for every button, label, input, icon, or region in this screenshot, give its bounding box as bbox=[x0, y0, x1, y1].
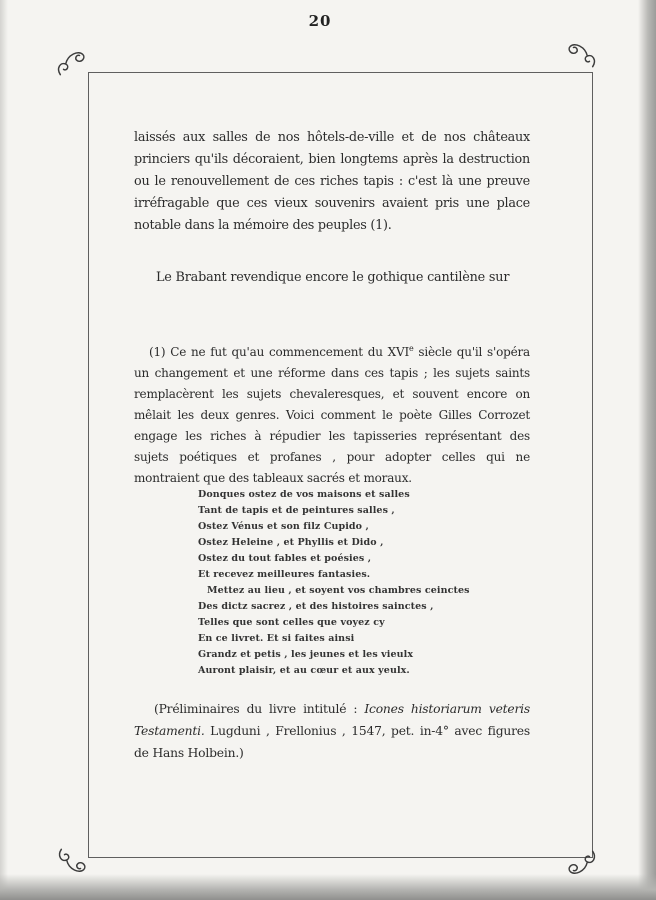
verse-line: Ostez Vénus et son filz Cupido , bbox=[198, 521, 369, 532]
footnote-text-start: (1) Ce ne fut qu'au commencement du XVI bbox=[149, 345, 409, 359]
scan-edge-bottom bbox=[0, 874, 656, 900]
verse-line: Donques ostez de vos maisons et salles bbox=[198, 489, 410, 500]
verse-line: Tant de tapis et de peintures salles , bbox=[198, 505, 395, 516]
footnote-superscript: e bbox=[409, 344, 414, 353]
citation bbox=[134, 698, 530, 764]
verse-line: Auront plaisir, et au cœur et aux yeulx. bbox=[198, 665, 410, 676]
flourish-bottom-left-icon bbox=[56, 844, 88, 876]
scan-edge-left bbox=[0, 0, 8, 900]
verse-line: Grandz et petis , les jeunes et les vieulx bbox=[198, 649, 414, 660]
footnote bbox=[134, 342, 530, 489]
flourish-top-left-icon bbox=[55, 48, 87, 80]
footnote-text-end: siècle qu'il s'opéra un changement et une réforme dans ces tapis ; les sujets saints remplacèrent les sujets chevaleresques, et souvent encore on mêlait les deux genres. Voici comment le poète Gilles Corrozet engage les riches à répudier les tapisseries représentant des sujets poétiques et profanes , pour adopter celles qui ne montraient que des tableaux sacrés et moraux. bbox=[134, 345, 530, 485]
verse-line: Ostez Heleine , et Phyllis et Dido , bbox=[198, 537, 384, 548]
verse-line: Mettez au lieu , et soyent vos chambres ceinctes bbox=[207, 585, 470, 596]
page-number: 20 bbox=[308, 12, 332, 30]
verse-line: En ce livret. Et si faites ainsi bbox=[198, 633, 355, 644]
flourish-bottom-right-icon bbox=[566, 846, 598, 878]
paragraph-brabant: Le Brabant revendique encore le gothique cantilène sur bbox=[156, 269, 510, 285]
verse-block bbox=[198, 487, 498, 679]
flourish-top-right-icon bbox=[566, 40, 598, 72]
citation-text-end: Lugduni , Frellonius , 1547, pet. in-4° avec figures de Hans Holbein.) bbox=[134, 724, 530, 761]
verse-line: Et recevez meilleures fantasies. bbox=[198, 569, 371, 580]
scan-edge-right bbox=[638, 0, 656, 900]
citation-book-title: Icones historiarum veteris Testamenti. bbox=[134, 702, 530, 739]
verse-line: Ostez du tout fables et poésies , bbox=[198, 553, 372, 564]
citation-text-start: (Préliminaires du livre intitulé : bbox=[154, 702, 365, 717]
paragraph-main: laissés aux salles de nos hôtels-de-ville et de nos châteaux princiers qu'ils décoraient, bien longtems après la destruction ou le renouvellement de ces riches tapis : c'est là une preuve irréfragable que ces vieux souvenirs avaient pris une place notable dans la mémoire des peuples (1). bbox=[134, 129, 530, 233]
verse-line: Des dictz sacrez , et des histoires sainctes , bbox=[198, 601, 434, 612]
verse-line: Telles que sont celles que voyez cy bbox=[198, 617, 385, 628]
